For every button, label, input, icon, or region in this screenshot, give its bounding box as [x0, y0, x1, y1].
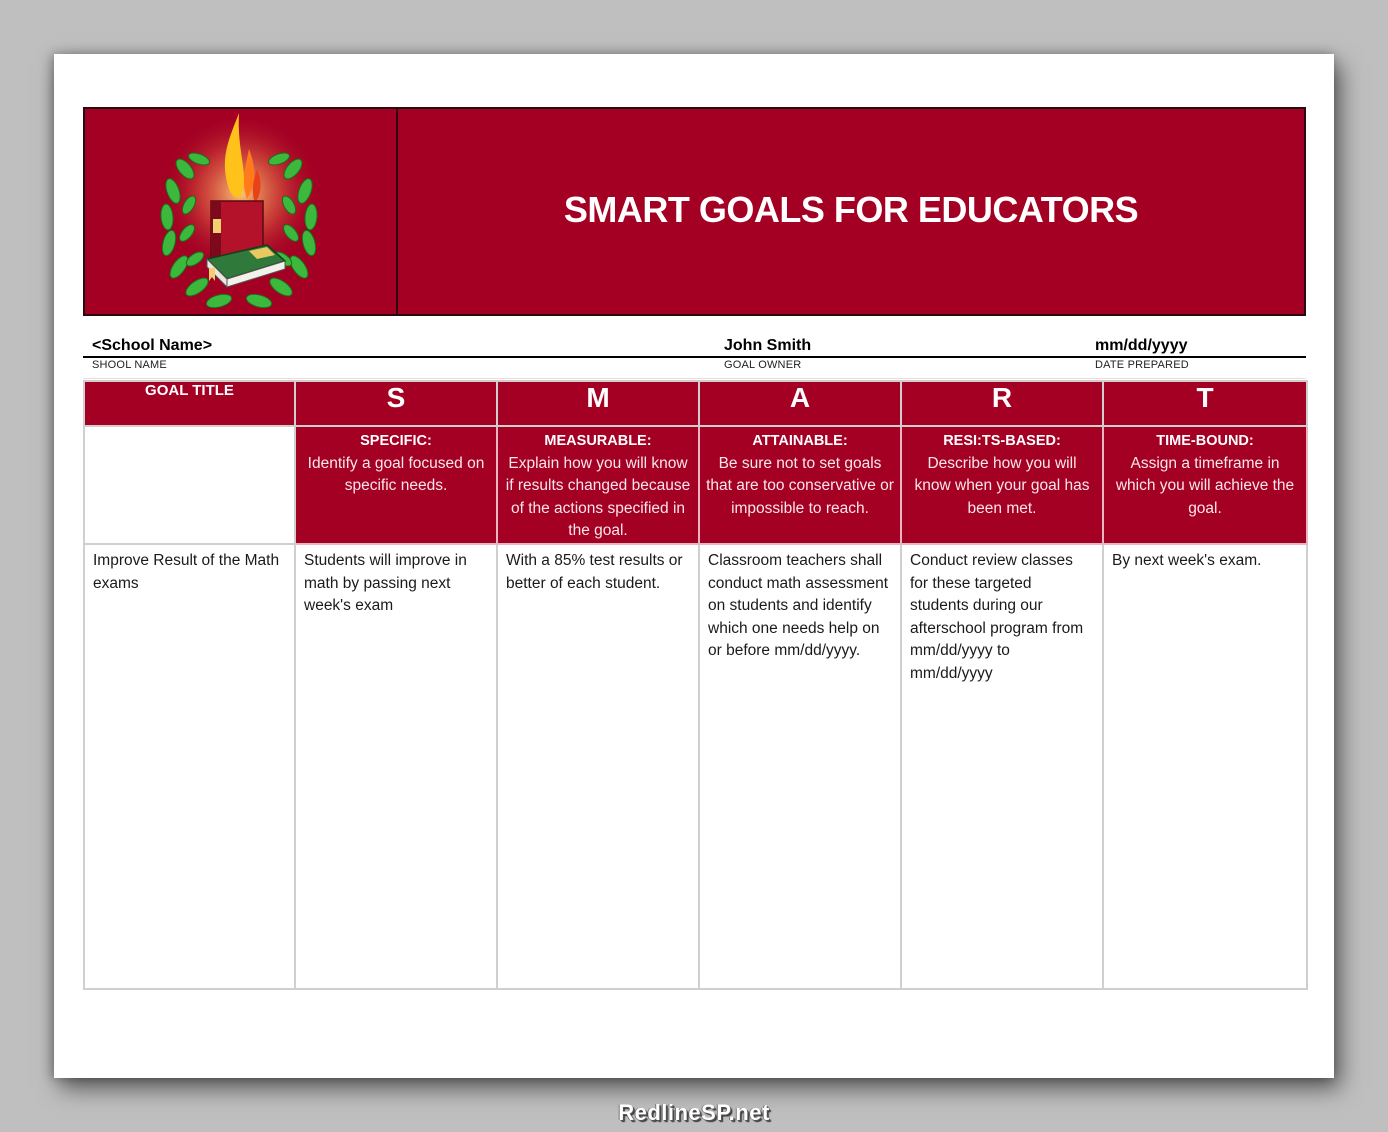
results-based-description — [901, 426, 1103, 544]
description-row — [84, 426, 1307, 544]
school-name-value: <School Name> — [92, 337, 213, 354]
results-based-term: RESI:TS-BASED: — [943, 433, 1061, 449]
header-t: T — [1103, 381, 1307, 426]
time-bound-text: Assign a timeframe in which you will achieve the goal. — [1115, 454, 1295, 517]
goal-title-cell[interactable]: Improve Result of the Math exams — [84, 544, 295, 989]
header-s: S — [295, 381, 497, 426]
smart-goals-table — [83, 380, 1308, 990]
specific-term: SPECIFIC: — [360, 433, 432, 449]
attainable-cell[interactable]: Classroom teachers shall conduct math assessment on students and identify which one needs help on or before mm/dd/yyyy. — [699, 544, 901, 989]
time-bound-term: TIME-BOUND: — [1156, 433, 1254, 449]
page-title: SMART GOALS FOR EDUCATORS — [563, 188, 1139, 230]
results-based-cell[interactable]: Conduct review classes for these targeted students during our afterschool program from mm/dd/yyyy to mm/dd/yyyy — [901, 544, 1103, 989]
results-based-text: Describe how you will know when your goal has been met. — [914, 454, 1090, 517]
header-m: M — [497, 381, 699, 426]
attainable-term: ATTAINABLE: — [752, 433, 848, 449]
meta-faint-divider — [83, 378, 1306, 379]
measurable-term: MEASURABLE: — [544, 433, 652, 449]
date-prepared-field[interactable] — [1095, 336, 1189, 371]
document-page — [54, 54, 1334, 1078]
table-row — [84, 544, 1307, 989]
measurable-cell[interactable]: With a 85% test results or better of each student. — [497, 544, 699, 989]
header-r: R — [901, 381, 1103, 426]
goal-owner-field[interactable] — [724, 336, 811, 371]
description-blank-cell — [84, 426, 295, 544]
school-emblem-icon — [149, 109, 329, 314]
goal-title-header: GOAL TITLE — [84, 381, 295, 426]
date-prepared-label: DATE PREPARED — [1095, 359, 1189, 371]
meta-info-row — [83, 336, 1306, 376]
specific-description — [295, 426, 497, 544]
header-row — [84, 381, 1307, 426]
measurable-description — [497, 426, 699, 544]
specific-cell[interactable]: Students will improve in math by passing next week's exam — [295, 544, 497, 989]
specific-text: Identify a goal focused on specific needs. — [307, 454, 485, 494]
time-bound-description — [1103, 426, 1307, 544]
measurable-text: Explain how you will know if results changed because of the actions specified in the goal. — [505, 454, 691, 539]
attainable-description — [699, 426, 901, 544]
school-name-field[interactable] — [92, 336, 212, 371]
time-bound-cell[interactable]: By next week's exam. — [1103, 544, 1307, 989]
goal-owner-value: John Smith — [724, 337, 812, 354]
header-banner — [83, 107, 1306, 316]
goal-owner-label: GOAL OWNER — [724, 359, 802, 371]
header-a: A — [699, 381, 901, 426]
attainable-text: Be sure not to set goals that are too conservative or impossible to reach. — [706, 454, 894, 517]
watermark: RedlineSP.net — [618, 1100, 770, 1125]
school-name-label: SHOOL NAME — [92, 359, 167, 371]
date-prepared-value: mm/dd/yyyy — [1095, 337, 1188, 354]
